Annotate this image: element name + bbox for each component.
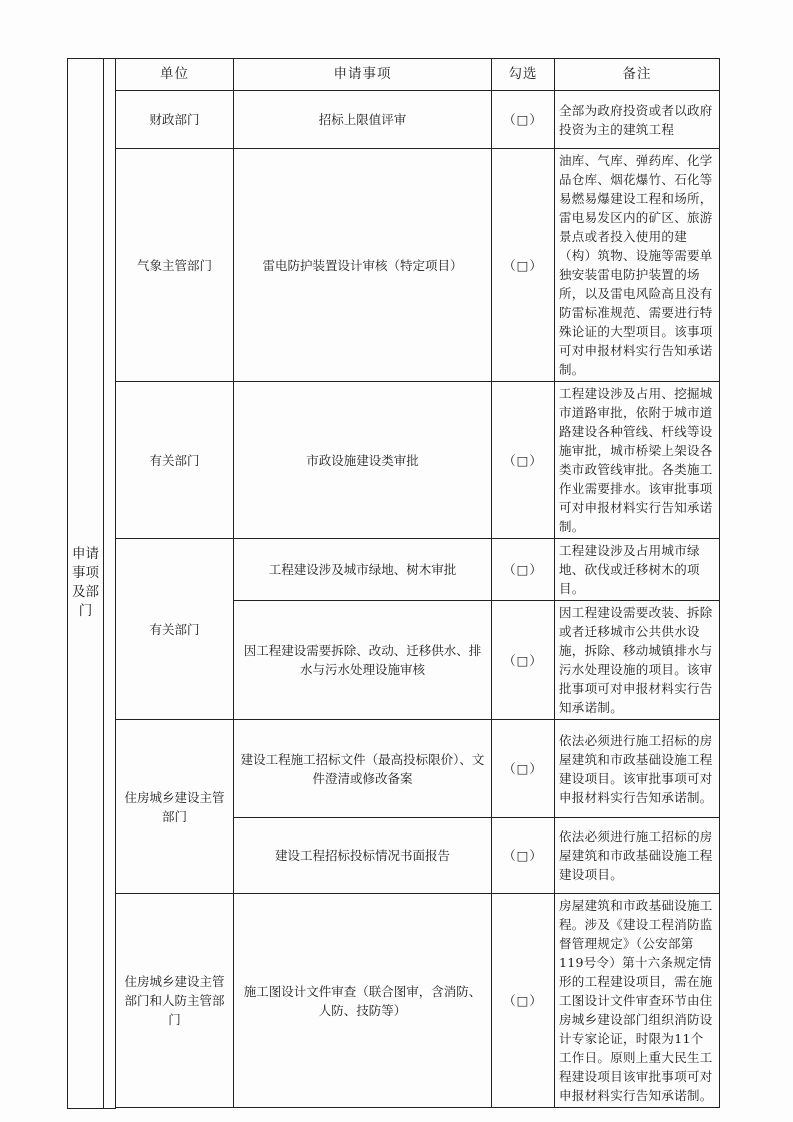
- application-form-table: [67, 58, 720, 1109]
- note-cell: 油库、气库、弹药库、化学品仓库、烟花爆竹、石化等易燃易爆建设工程和场所，雷电易发区内的矿区、旅游景点或者投入使用的建（构）筑物、设施等需要单独安装雷电防护装置的场所，以及雷电风险高且没有防雷标准规范、需要进行特殊论证的大型项目。该事项可对申报材料实行告知承诺制。: [555, 149, 720, 382]
- header-row: [68, 59, 720, 91]
- table-row: [68, 149, 720, 382]
- unit-cell: 有关部门: [116, 382, 234, 539]
- check-option[interactable]: （□）: [492, 91, 555, 149]
- check-option[interactable]: （□）: [492, 601, 555, 720]
- table-row: [68, 720, 720, 818]
- note-cell: 依法必须进行施工招标的房屋建筑和市政基础设施工程建设项目。该审批事项可对申报材料实行告知承诺制。: [555, 720, 720, 818]
- empty-cell: [555, 1108, 720, 1109]
- side-label: 申请事项及部门: [72, 546, 99, 620]
- unit-cell: 住房城乡建设主管部门和人防主管部门: [116, 894, 234, 1108]
- spacer-column: [104, 59, 116, 1109]
- header-note: 备注: [555, 59, 720, 91]
- check-option[interactable]: （□）: [492, 818, 555, 894]
- note-cell: 房屋建筑和市政基础设施工程。涉及《建设工程消防监督管理规定》（公安部第119号令）第十六条规定情形的工程建设项目，需在施工图设计文件审查环节由住房城乡建设部门组织消防设计专家论证，时限为11个工作日。原则上重大民生工程建设项目该审批事项可对申报材料实行告知承诺制。: [555, 894, 720, 1108]
- table-row: [68, 539, 720, 601]
- item-cell: 施工图设计文件审查（联合图审，含消防、人防、技防等）: [234, 894, 492, 1108]
- item-cell: 因工程建设需要拆除、改动、迁移供水、排水与污水处理设施审核: [234, 601, 492, 720]
- table-row: [68, 894, 720, 1108]
- item-cell: 市政设施建设类审批: [234, 382, 492, 539]
- table-row: [68, 91, 720, 149]
- item-cell: 招标上限值评审: [234, 91, 492, 149]
- unit-cell: 财政部门: [116, 91, 234, 149]
- check-option[interactable]: （□）: [492, 382, 555, 539]
- item-cell: 雷电防护装置设计审核（特定项目）: [234, 149, 492, 382]
- item-cell: 建设工程施工招标文件（最高投标限价）、文件澄清或修改备案: [234, 720, 492, 818]
- note-cell: 依法必须进行施工招标的房屋建筑和市政基础设施工程建设项目。: [555, 818, 720, 894]
- note-cell: 因工程建设需要改装、拆除或者迁移城市公共供水设施，拆除、移动城镇排水与污水处理设施的项目。该审批事项可对申报材料实行告知承诺制。: [555, 601, 720, 720]
- item-cell: 工程建设涉及城市绿地、树木审批: [234, 539, 492, 601]
- table-row: [68, 382, 720, 539]
- unit-cell: 气象主管部门: [116, 149, 234, 382]
- check-option[interactable]: （□）: [492, 720, 555, 818]
- empty-cell: [492, 1108, 555, 1109]
- check-option[interactable]: （□）: [492, 894, 555, 1108]
- check-option[interactable]: （□）: [492, 149, 555, 382]
- unit-cell: 有关部门: [116, 539, 234, 720]
- table-row-spacer: [68, 1108, 720, 1109]
- item-cell: 建设工程招标投标情况书面报告: [234, 818, 492, 894]
- note-cell: 工程建设涉及占用城市绿地、砍伐或迁移树木的项目。: [555, 539, 720, 601]
- side-label-cell: [68, 59, 104, 1109]
- note-cell: 工程建设涉及占用、挖掘城市道路审批，依附于城市道路建设各种管线、杆线等设施审批，城市桥梁上架设各类市政管线审批。各类施工作业需要排水。该审批事项可对申报材料实行告知承诺制。: [555, 382, 720, 539]
- note-cell: 全部为政府投资或者以政府投资为主的建筑工程: [555, 91, 720, 149]
- header-item: 申请事项: [234, 59, 492, 91]
- check-option[interactable]: （□）: [492, 539, 555, 601]
- header-unit: 单位: [116, 59, 234, 91]
- unit-cell: 住房城乡建设主管部门: [116, 720, 234, 894]
- empty-cell: [234, 1108, 492, 1109]
- header-check: 勾选: [492, 59, 555, 91]
- empty-cell: [116, 1108, 234, 1109]
